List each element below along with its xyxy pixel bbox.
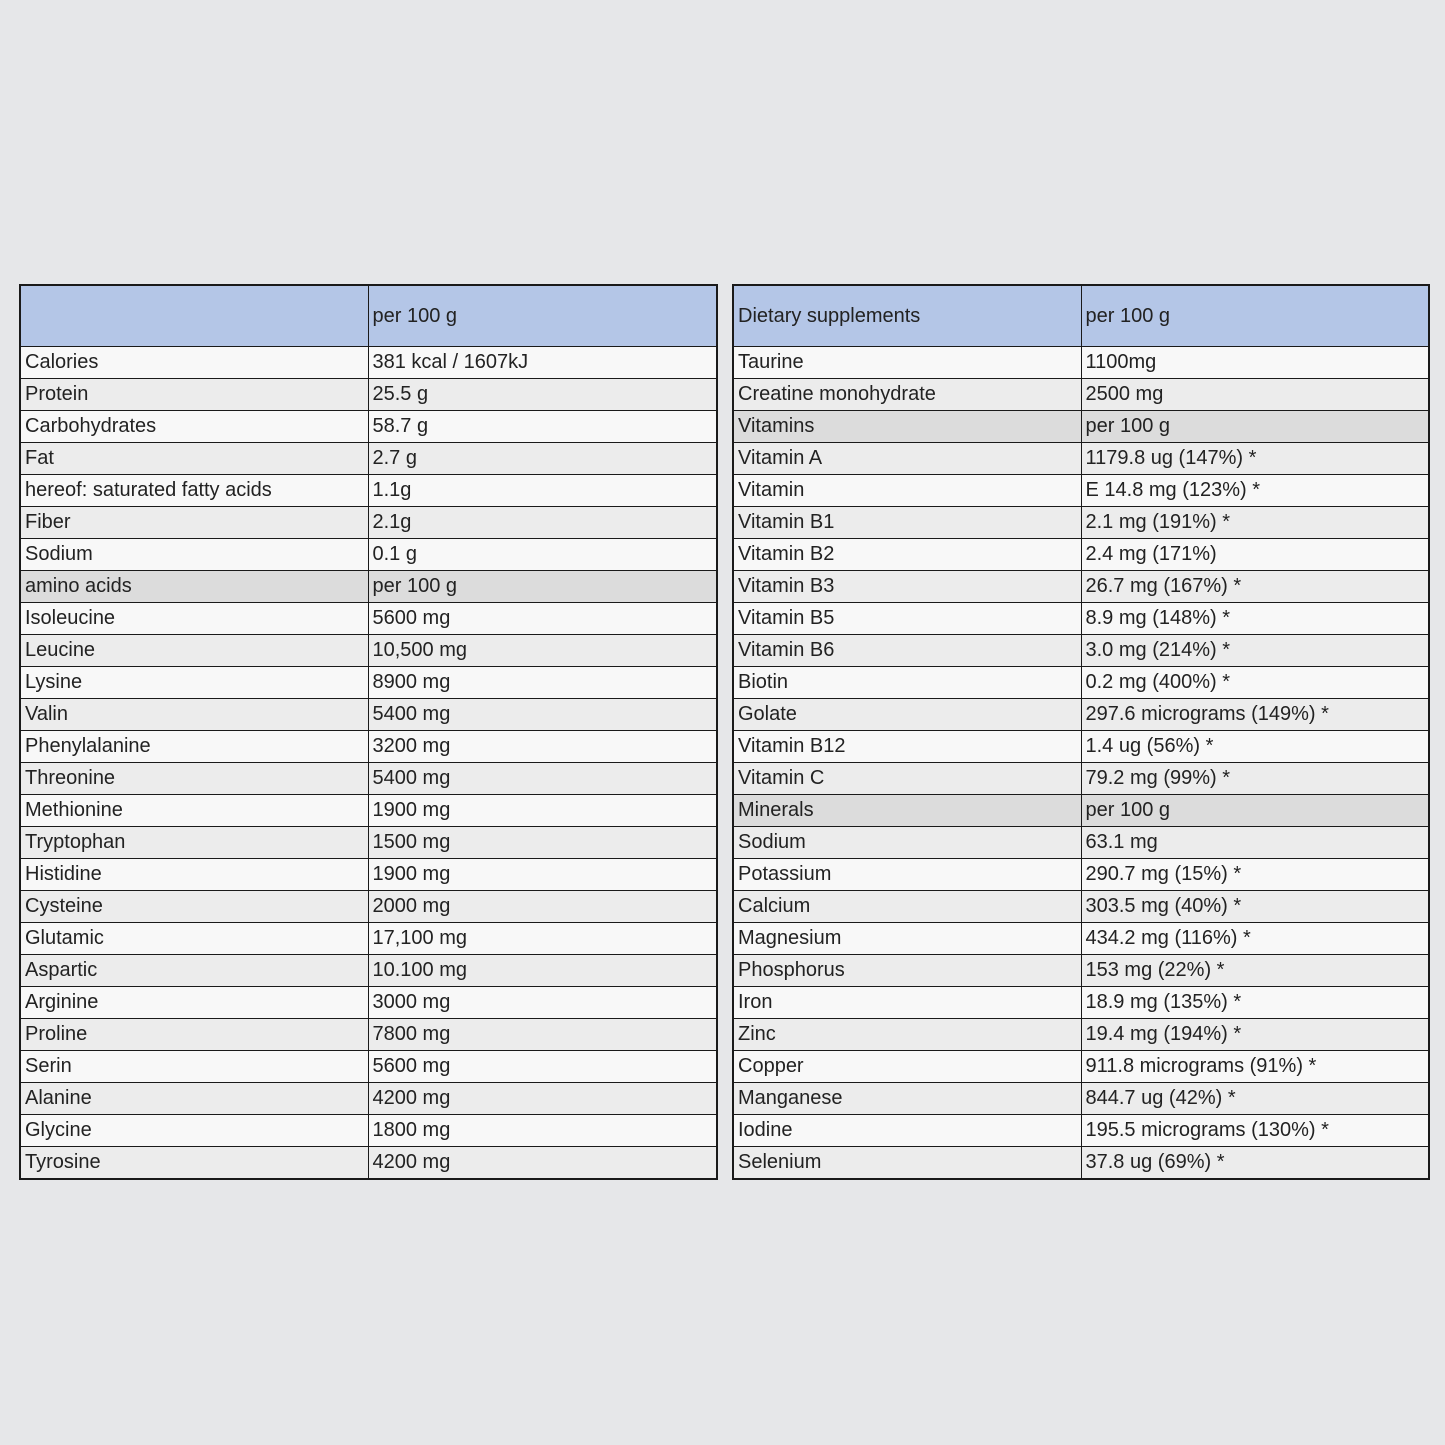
table-row [20,1083,717,1115]
cell-label: Glutamic [20,923,368,955]
cell-label: Calories [20,347,368,379]
cell-value: 63.1 mg [1081,827,1429,859]
cell-value: 303.5 mg (40%) * [1081,891,1429,923]
cell-label: Glycine [20,1115,368,1147]
header-cell-value: per 100 g [368,285,717,347]
cell-value: per 100 g [368,571,717,603]
cell-label: Methionine [20,795,368,827]
table-row [733,731,1429,763]
table-row [733,539,1429,571]
cell-value: 381 kcal / 1607kJ [368,347,717,379]
cell-value: 195.5 micrograms (130%) * [1081,1115,1429,1147]
cell-value: 2.1g [368,507,717,539]
cell-value: 5600 mg [368,1051,717,1083]
cell-value: 4200 mg [368,1147,717,1180]
table-row [20,379,717,411]
cell-label: Tyrosine [20,1147,368,1180]
table-row [20,987,717,1019]
table-row [20,347,717,379]
table-row [733,827,1429,859]
cell-value: 19.4 mg (194%) * [1081,1019,1429,1051]
cell-value: 2.7 g [368,443,717,475]
header-cell-label [20,285,368,347]
table-row [20,667,717,699]
cell-label: Minerals [733,795,1081,827]
cell-value: 5600 mg [368,603,717,635]
cell-label: Vitamin B6 [733,635,1081,667]
cell-value: 1500 mg [368,827,717,859]
cell-value: 17,100 mg [368,923,717,955]
cell-label: Vitamin B2 [733,539,1081,571]
cell-label: Aspartic [20,955,368,987]
cell-value: 37.8 ug (69%) * [1081,1147,1429,1180]
table-row [733,507,1429,539]
cell-label: Tryptophan [20,827,368,859]
table-header-row [20,285,717,347]
table-row [733,1147,1429,1180]
table-row [20,603,717,635]
cell-value: 2000 mg [368,891,717,923]
cell-label: Histidine [20,859,368,891]
cell-label: Proline [20,1019,368,1051]
cell-label: Threonine [20,763,368,795]
cell-value: 1900 mg [368,795,717,827]
cell-label: Selenium [733,1147,1081,1180]
table-row [733,1051,1429,1083]
cell-value: 26.7 mg (167%) * [1081,571,1429,603]
cell-label: Calcium [733,891,1081,923]
cell-value: 58.7 g [368,411,717,443]
cell-value: E 14.8 mg (123%) * [1081,475,1429,507]
cell-label: Valin [20,699,368,731]
cell-label: amino acids [20,571,368,603]
cell-value: 1.1g [368,475,717,507]
header-cell-value: per 100 g [1081,285,1429,347]
table-row [20,859,717,891]
cell-value: 7800 mg [368,1019,717,1051]
cell-label: Vitamin C [733,763,1081,795]
cell-label: Taurine [733,347,1081,379]
table-row [733,603,1429,635]
table-row [20,1051,717,1083]
table-row [733,891,1429,923]
cell-label: Vitamin B5 [733,603,1081,635]
table-header-row [733,285,1429,347]
table-row [733,347,1429,379]
table-row [20,1147,717,1180]
cell-label: Isoleucine [20,603,368,635]
cell-value: 18.9 mg (135%) * [1081,987,1429,1019]
nutrition-table [19,284,718,1180]
cell-value: 3200 mg [368,731,717,763]
cell-label: Alanine [20,1083,368,1115]
cell-value: 10,500 mg [368,635,717,667]
table-row [733,379,1429,411]
table-row [20,699,717,731]
table-row [20,955,717,987]
table-row [733,1115,1429,1147]
cell-label: hereof: saturated fatty acids [20,475,368,507]
cell-value: 1800 mg [368,1115,717,1147]
cell-label: Cysteine [20,891,368,923]
cell-label: Sodium [20,539,368,571]
cell-label: Vitamin B3 [733,571,1081,603]
table-row [733,763,1429,795]
cell-value: 0.1 g [368,539,717,571]
cell-label: Protein [20,379,368,411]
cell-value: 3.0 mg (214%) * [1081,635,1429,667]
table-row [20,1019,717,1051]
table-row [20,795,717,827]
table-row [733,635,1429,667]
cell-label: Magnesium [733,923,1081,955]
table-row [20,891,717,923]
cell-value: 153 mg (22%) * [1081,955,1429,987]
table-row [733,699,1429,731]
cell-label: Carbohydrates [20,411,368,443]
cell-label: Biotin [733,667,1081,699]
table-row [20,827,717,859]
table-row [20,443,717,475]
cell-value: 10.100 mg [368,955,717,987]
table-row [733,955,1429,987]
cell-label: Vitamin B1 [733,507,1081,539]
cell-value: 1100mg [1081,347,1429,379]
table-row [20,635,717,667]
cell-value: 5400 mg [368,699,717,731]
cell-label: Vitamin B12 [733,731,1081,763]
cell-value: 1179.8 ug (147%) * [1081,443,1429,475]
section-header-row [733,411,1429,443]
table-row [20,763,717,795]
cell-value: 2.1 mg (191%) * [1081,507,1429,539]
cell-label: Iron [733,987,1081,1019]
cell-value: 79.2 mg (99%) * [1081,763,1429,795]
table-row [733,475,1429,507]
cell-value: per 100 g [1081,795,1429,827]
cell-label: Leucine [20,635,368,667]
cell-value: 2.4 mg (171%) [1081,539,1429,571]
cell-value: per 100 g [1081,411,1429,443]
table-row [20,475,717,507]
cell-value: 297.6 micrograms (149%) * [1081,699,1429,731]
cell-value: 1.4 ug (56%) * [1081,731,1429,763]
table-row [733,667,1429,699]
table-row [20,507,717,539]
cell-label: Fat [20,443,368,475]
section-header-row [733,795,1429,827]
cell-label: Sodium [733,827,1081,859]
cell-label: Zinc [733,1019,1081,1051]
cell-label: Serin [20,1051,368,1083]
cell-value: 5400 mg [368,763,717,795]
cell-label: Phenylalanine [20,731,368,763]
table-row [733,571,1429,603]
cell-label: Manganese [733,1083,1081,1115]
section-header-row [20,571,717,603]
table-row [20,539,717,571]
table-row [20,923,717,955]
supplements-table [732,284,1430,1180]
cell-value: 3000 mg [368,987,717,1019]
cell-value: 0.2 mg (400%) * [1081,667,1429,699]
cell-label: Phosphorus [733,955,1081,987]
cell-value: 25.5 g [368,379,717,411]
cell-label: Golate [733,699,1081,731]
table-row [733,1083,1429,1115]
cell-label: Vitamin [733,475,1081,507]
table-row [20,411,717,443]
cell-label: Lysine [20,667,368,699]
cell-label: Arginine [20,987,368,1019]
table-row [733,859,1429,891]
cell-value: 290.7 mg (15%) * [1081,859,1429,891]
cell-value: 4200 mg [368,1083,717,1115]
header-cell-label: Dietary supplements [733,285,1081,347]
cell-label: Potassium [733,859,1081,891]
cell-value: 8900 mg [368,667,717,699]
cell-label: Vitamins [733,411,1081,443]
table-row [733,1019,1429,1051]
cell-value: 1900 mg [368,859,717,891]
cell-label: Creatine monohydrate [733,379,1081,411]
cell-value: 911.8 micrograms (91%) * [1081,1051,1429,1083]
cell-label: Vitamin A [733,443,1081,475]
cell-label: Copper [733,1051,1081,1083]
table-row [20,1115,717,1147]
cell-label: Iodine [733,1115,1081,1147]
table-row [20,731,717,763]
cell-value: 434.2 mg (116%) * [1081,923,1429,955]
cell-value: 844.7 ug (42%) * [1081,1083,1429,1115]
cell-value: 2500 mg [1081,379,1429,411]
table-row [733,987,1429,1019]
cell-value: 8.9 mg (148%) * [1081,603,1429,635]
cell-label: Fiber [20,507,368,539]
table-row [733,923,1429,955]
table-row [733,443,1429,475]
